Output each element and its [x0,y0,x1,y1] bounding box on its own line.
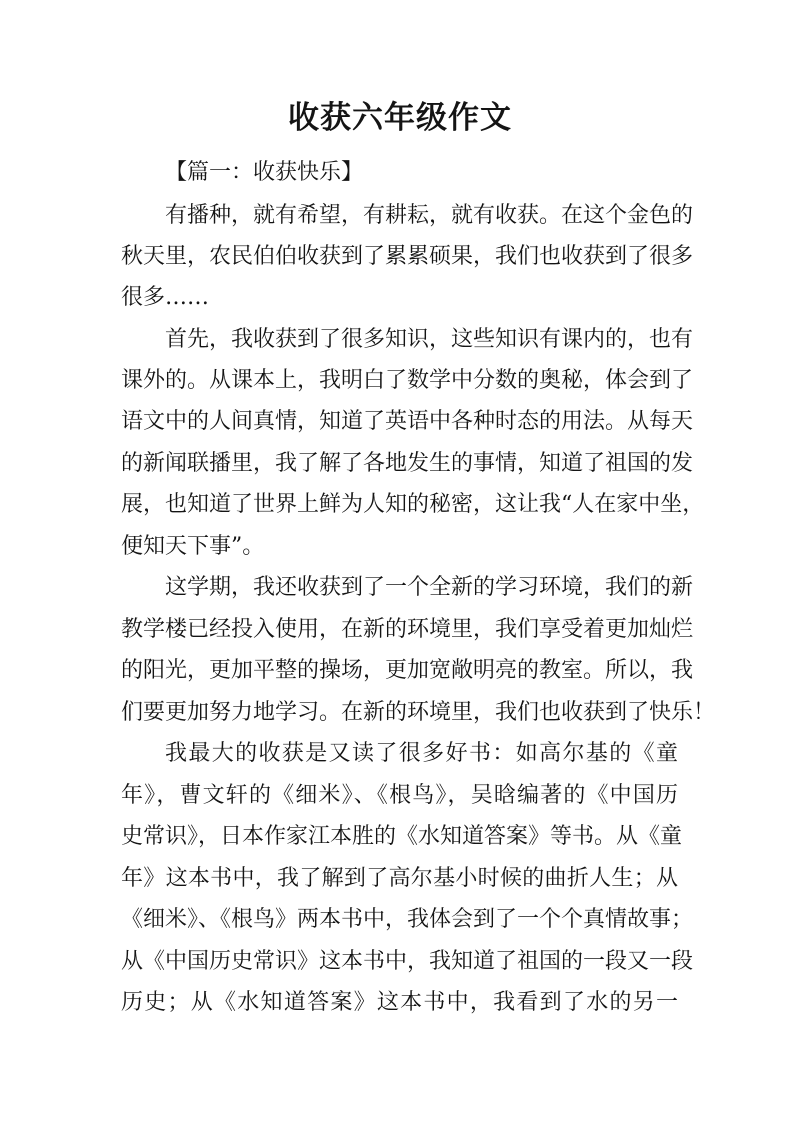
text-line: 便知天下事”。 [121,534,265,559]
text-line: 有播种，就有希望，有耕耘，就有收获。在这个金色的 [165,203,694,228]
text-line: 们要更加努力地学习。在新的环境里，我们也收获到了快乐！ [121,700,716,725]
text-line: 的新闻联播里，我了解了各地发生的事情，知道了祖国的发 [121,451,694,476]
text-line: 我最大的收获是又读了很多好书：如高尔基的《童 [165,741,678,766]
text-line: 很多…… [121,285,210,310]
text-line: 展，也知道了世界上鲜为人知的秘密，这让我“人在家中坐， [121,492,705,517]
text-line: 语文中的人间真情，知道了英语中各种时态的用法。从每天 [121,409,694,434]
text-line: 历史；从《水知道答案》这本书中，我看到了水的另一 [121,990,678,1015]
text-line: 史常识》，日本作家江本胜的《水知道答案》等书。从《童 [121,824,683,849]
text-line: 首先，我收获到了很多知识，这些知识有课内的，也有 [165,327,694,352]
text-line: 从《中国历史常识》这本书中，我知道了祖国的一段又一段 [121,949,694,974]
section-heading: 【篇一：收获快乐】 [165,160,364,185]
text-line: 年》，曹文轩的《细米》、《根鸟》，吴晗编著的《中国历 [121,783,678,808]
text-line: 教学楼已经投入使用，在新的环境里，我们享受着更加灿烂 [121,617,694,642]
text-line: 的阳光，更加平整的操场，更加宽敞明亮的教室。所以，我 [121,658,694,683]
text-line: 年》这本书中，我了解到了高尔基小时候的曲折人生；从 [121,866,678,891]
text-line: 秋天里，农民伯伯收获到了累累硕果，我们也收获到了很多 [121,244,694,269]
text-line: 这学期，我还收获到了一个全新的学习环境，我们的新 [165,575,694,600]
document-title: 收获六年级作文 [288,100,512,136]
text-line: 课外的。从课本上，我明白了数学中分数的奥秘，体会到了 [121,368,694,393]
text-line: 《细米》、《根鸟》两本书中，我体会到了一个个真情故事； [121,907,694,932]
